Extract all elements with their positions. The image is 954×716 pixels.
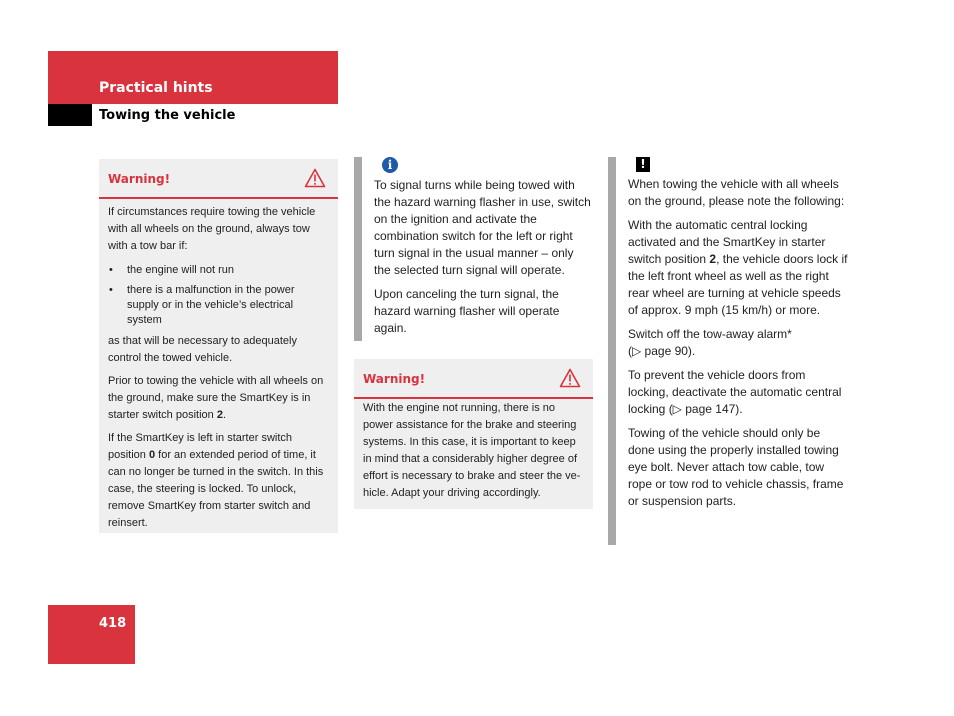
- warning-paragraph: With the engine not running, there is no power assistance for the brake and steering systems. In this case, it is important to keep in mind that a considerably higher degree of effort is necessary to brake and steer the ve-hicle. Adapt your driving accordingly.: [363, 402, 581, 499]
- info-paragraph: To signal turns while being towed with the hazard warning flasher in use, switch on the ignition and activate the combination switch for the left or right turn signal in the usual manner – only the selected turn signal will operate.: [374, 178, 591, 277]
- note-paragraph: Towing of the vehicle should only be done using the properly installed towing eye bolt. Never attach tow cable, tow rope or tow rod to vehicle chassis, frame or suspension parts.: [628, 426, 844, 508]
- page-number-band: [48, 605, 135, 664]
- warning-header: [354, 359, 593, 399]
- warning-bullet-list: [108, 263, 329, 328]
- note-paragraph: With the automatic central locking activated and the SmartKey in starter switch position 2, the vehicle doors lock if the left front wheel as well as the right rear wheel are turning at vehicle speeds of approx. 9 mph (15 km/h) or more.: [628, 218, 848, 317]
- warning-body: [99, 199, 338, 532]
- warning-after-bullets: as that will be necessary to adequately control the towed vehicle.: [108, 335, 297, 364]
- caution-note: [608, 157, 848, 545]
- section-marker-tab: [48, 104, 92, 126]
- info-note-body: [362, 157, 593, 337]
- caution-note-body: [616, 157, 848, 510]
- page-subtitle: Towing the vehicle: [99, 108, 236, 123]
- list-item: • the engine will not run: [108, 263, 329, 278]
- warning-body: [354, 399, 593, 502]
- info-note: [354, 157, 593, 341]
- warning-paragraph: Prior to towing the vehicle with all wheels on the ground, make sure the SmartKey is in starter switch position 2.: [108, 375, 324, 421]
- header-band: [48, 51, 338, 104]
- warning-label: Warning!: [363, 372, 426, 386]
- info-icon: i: [382, 157, 398, 173]
- list-item: • there is a malfunction in the power supply or in the vehicle’s electrical system: [108, 283, 329, 328]
- page-number: 418: [99, 616, 127, 631]
- warning-paragraph: If the SmartKey is left in starter switch position 0 for an extended period of time, it can no longer be turned in the switch. In this case, the steering is locked. To unlock, remove SmartKey from starter switch and reinsert.: [108, 432, 324, 529]
- note-paragraph: To prevent the vehicle doors from locking, deactivate the automatic central locking (▷ page 147).: [628, 368, 842, 416]
- warning-intro: If circumstances require towing the vehicle with all wheels on the ground, always tow with a tow bar if:: [108, 206, 316, 252]
- middle-warning-box: [354, 359, 593, 509]
- note-paragraph: When towing the vehicle with all wheels on the ground, please note the following:: [628, 177, 845, 208]
- section-title: Practical hints: [99, 80, 213, 96]
- left-warning-box: [99, 159, 338, 533]
- exclamation-icon: !: [636, 157, 650, 172]
- warning-triangle-icon: [304, 168, 326, 188]
- warning-label: Warning!: [108, 172, 171, 186]
- warning-header: [99, 159, 338, 199]
- note-paragraph: Switch off the tow-away alarm* (▷ page 90).: [628, 327, 792, 358]
- warning-triangle-icon: [559, 368, 581, 388]
- info-paragraph: Upon canceling the turn signal, the hazard warning flasher will operate again.: [374, 287, 560, 335]
